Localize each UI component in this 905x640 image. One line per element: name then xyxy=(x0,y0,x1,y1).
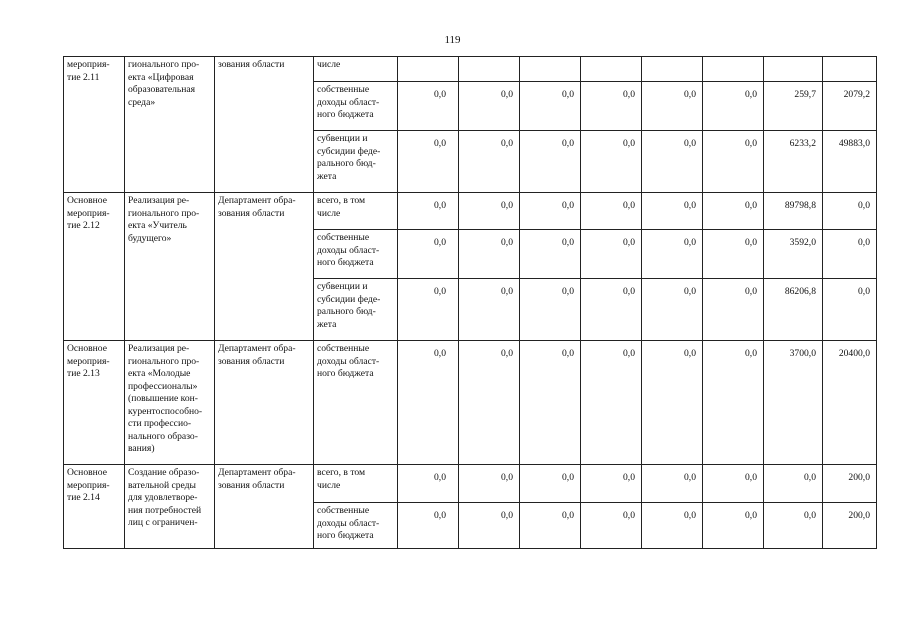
value-cell: 0,0 xyxy=(520,279,581,341)
value-cell xyxy=(764,57,823,82)
value-cell: 0,0 xyxy=(459,131,520,193)
value-cell xyxy=(520,57,581,82)
value-cell: 0,0 xyxy=(703,193,764,230)
value-cell: 0,0 xyxy=(581,465,642,503)
funding-source-cell: собственные доходы област- ного бюджета xyxy=(314,503,398,549)
value-cell: 0,0 xyxy=(642,341,703,465)
value-cell: 89798,8 xyxy=(764,193,823,230)
measure-code-cell: Основное мероприя- тие 2.14 xyxy=(64,465,125,549)
table-row xyxy=(64,341,877,465)
executor-cell: зования области xyxy=(215,57,314,193)
value-cell: 0,0 xyxy=(398,465,459,503)
value-cell: 2079,2 xyxy=(823,82,877,131)
value-cell: 49883,0 xyxy=(823,131,877,193)
value-cell: 0,0 xyxy=(459,341,520,465)
value-cell: 0,0 xyxy=(459,465,520,503)
value-cell: 0,0 xyxy=(459,279,520,341)
value-cell: 6233,2 xyxy=(764,131,823,193)
value-cell: 0,0 xyxy=(581,279,642,341)
funding-source-cell: собственные доходы област- ного бюджета xyxy=(314,82,398,131)
value-cell: 0,0 xyxy=(703,503,764,549)
measure-name-cell: Реализация ре- гионального про- екта «Учитель будущего» xyxy=(125,193,215,341)
value-cell: 0,0 xyxy=(703,131,764,193)
value-cell: 0,0 xyxy=(823,193,877,230)
value-cell: 0,0 xyxy=(520,503,581,549)
budget-table xyxy=(63,56,877,549)
value-cell: 0,0 xyxy=(398,279,459,341)
value-cell: 0,0 xyxy=(520,230,581,279)
value-cell: 0,0 xyxy=(581,230,642,279)
value-cell: 0,0 xyxy=(398,131,459,193)
value-cell: 0,0 xyxy=(398,82,459,131)
executor-cell: Департамент обра- зования области xyxy=(215,341,314,465)
value-cell xyxy=(581,57,642,82)
value-cell: 0,0 xyxy=(581,503,642,549)
value-cell: 0,0 xyxy=(581,341,642,465)
value-cell: 0,0 xyxy=(703,341,764,465)
executor-cell: Департамент обра- зования области xyxy=(215,193,314,341)
funding-source-cell: собственные доходы област- ного бюджета xyxy=(314,341,398,465)
value-cell: 0,0 xyxy=(398,341,459,465)
value-cell: 0,0 xyxy=(642,193,703,230)
funding-source-cell: собственные доходы област- ного бюджета xyxy=(314,230,398,279)
measure-name-cell: Создание образо- вательной среды для удовлетворе- ния потребностей лиц с ограничен- xyxy=(125,465,215,549)
value-cell: 259,7 xyxy=(764,82,823,131)
value-cell: 0,0 xyxy=(703,230,764,279)
value-cell: 86206,8 xyxy=(764,279,823,341)
measure-code-cell: мероприя- тие 2.11 xyxy=(64,57,125,193)
value-cell: 0,0 xyxy=(398,503,459,549)
value-cell: 0,0 xyxy=(459,193,520,230)
funding-source-cell: всего, в том числе xyxy=(314,193,398,230)
value-cell: 0,0 xyxy=(520,341,581,465)
value-cell xyxy=(823,57,877,82)
value-cell: 0,0 xyxy=(642,230,703,279)
value-cell: 0,0 xyxy=(581,193,642,230)
value-cell: 0,0 xyxy=(642,82,703,131)
value-cell: 0,0 xyxy=(520,465,581,503)
value-cell: 0,0 xyxy=(459,503,520,549)
measure-name-cell: гионального про- екта «Цифровая образовательная среда» xyxy=(125,57,215,193)
value-cell xyxy=(398,57,459,82)
value-cell xyxy=(459,57,520,82)
funding-source-cell: субвенции и субсидии феде- рального бюд- жета xyxy=(314,279,398,341)
value-cell: 0,0 xyxy=(520,82,581,131)
page-number: 119 xyxy=(444,34,461,46)
value-cell: 0,0 xyxy=(703,465,764,503)
value-cell: 0,0 xyxy=(581,82,642,131)
value-cell: 20400,0 xyxy=(823,341,877,465)
value-cell: 0,0 xyxy=(642,503,703,549)
executor-cell: Департамент обра- зования области xyxy=(215,465,314,549)
value-cell: 0,0 xyxy=(459,230,520,279)
value-cell: 0,0 xyxy=(823,230,877,279)
value-cell: 0,0 xyxy=(642,131,703,193)
value-cell: 3592,0 xyxy=(764,230,823,279)
value-cell: 0,0 xyxy=(581,131,642,193)
funding-source-cell: числе xyxy=(314,57,398,82)
value-cell: 0,0 xyxy=(398,193,459,230)
value-cell: 0,0 xyxy=(459,82,520,131)
value-cell: 0,0 xyxy=(764,503,823,549)
value-cell: 0,0 xyxy=(703,279,764,341)
value-cell: 200,0 xyxy=(823,503,877,549)
funding-source-cell: субвенции и субсидии феде- рального бюд- жета xyxy=(314,131,398,193)
table-row xyxy=(64,465,877,503)
value-cell xyxy=(642,57,703,82)
measure-code-cell: Основное мероприя- тие 2.12 xyxy=(64,193,125,341)
value-cell: 0,0 xyxy=(520,131,581,193)
table-row xyxy=(64,57,877,82)
value-cell: 0,0 xyxy=(642,465,703,503)
value-cell: 0,0 xyxy=(642,279,703,341)
value-cell: 200,0 xyxy=(823,465,877,503)
value-cell: 0,0 xyxy=(398,230,459,279)
value-cell: 0,0 xyxy=(520,193,581,230)
value-cell: 0,0 xyxy=(823,279,877,341)
measure-name-cell: Реализация ре- гионального про- екта «Молодые профессионалы» (повышение кон- курентоспособно- сти профессио- нального образо- вания) xyxy=(125,341,215,465)
funding-source-cell: всего, в том числе xyxy=(314,465,398,503)
budget-table-body xyxy=(64,57,877,549)
table-row xyxy=(64,193,877,230)
value-cell: 3700,0 xyxy=(764,341,823,465)
value-cell: 0,0 xyxy=(764,465,823,503)
measure-code-cell: Основное мероприя- тие 2.13 xyxy=(64,341,125,465)
value-cell xyxy=(703,57,764,82)
value-cell: 0,0 xyxy=(703,82,764,131)
